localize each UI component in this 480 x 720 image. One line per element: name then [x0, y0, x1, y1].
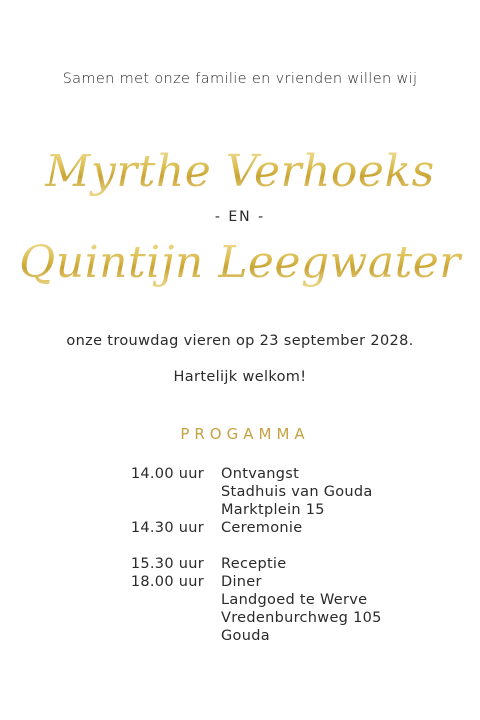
schedule-time: 14.00 uur — [130, 466, 204, 482]
schedule-time: 14.30 uur — [130, 520, 204, 536]
schedule-description: Vredenburchweg 105 — [221, 610, 382, 626]
connector-text: - EN - — [214, 209, 266, 225]
schedule-description: Ceremonie — [221, 520, 303, 536]
partner-one-name: Myrthe Verhoeks — [0, 146, 480, 197]
schedule-description: Gouda — [221, 628, 270, 644]
schedule-row — [0, 501, 480, 519]
schedule-row — [0, 591, 480, 609]
schedule-description: Ontvangst — [221, 466, 300, 482]
intro-text: Samen met onze familie en vrienden willen wij — [62, 71, 418, 87]
schedule-description: Landgoed te Werve — [221, 592, 368, 608]
schedule-row — [0, 573, 480, 591]
partner-two-name: Quintijn Leegwater — [0, 237, 480, 288]
schedule-time: 18.00 uur — [130, 574, 204, 590]
schedule-description: Marktplein 15 — [221, 502, 325, 518]
program-title: PROGAMMA — [180, 425, 310, 443]
schedule-description: Stadhuis van Gouda — [221, 484, 373, 500]
program-schedule — [0, 465, 480, 645]
schedule-row — [0, 555, 480, 573]
schedule-spacer — [0, 537, 480, 555]
schedule-row — [0, 609, 480, 627]
schedule-time: 15.30 uur — [130, 556, 204, 572]
schedule-row — [0, 627, 480, 645]
schedule-row — [0, 483, 480, 501]
welcome-text: Hartelijk welkom! — [173, 369, 307, 385]
schedule-description: Diner — [221, 574, 262, 590]
schedule-row — [0, 519, 480, 537]
schedule-row — [0, 465, 480, 483]
wedding-date-text: onze trouwdag vieren op 23 september 2028. — [66, 333, 414, 349]
schedule-description: Receptie — [221, 556, 287, 572]
